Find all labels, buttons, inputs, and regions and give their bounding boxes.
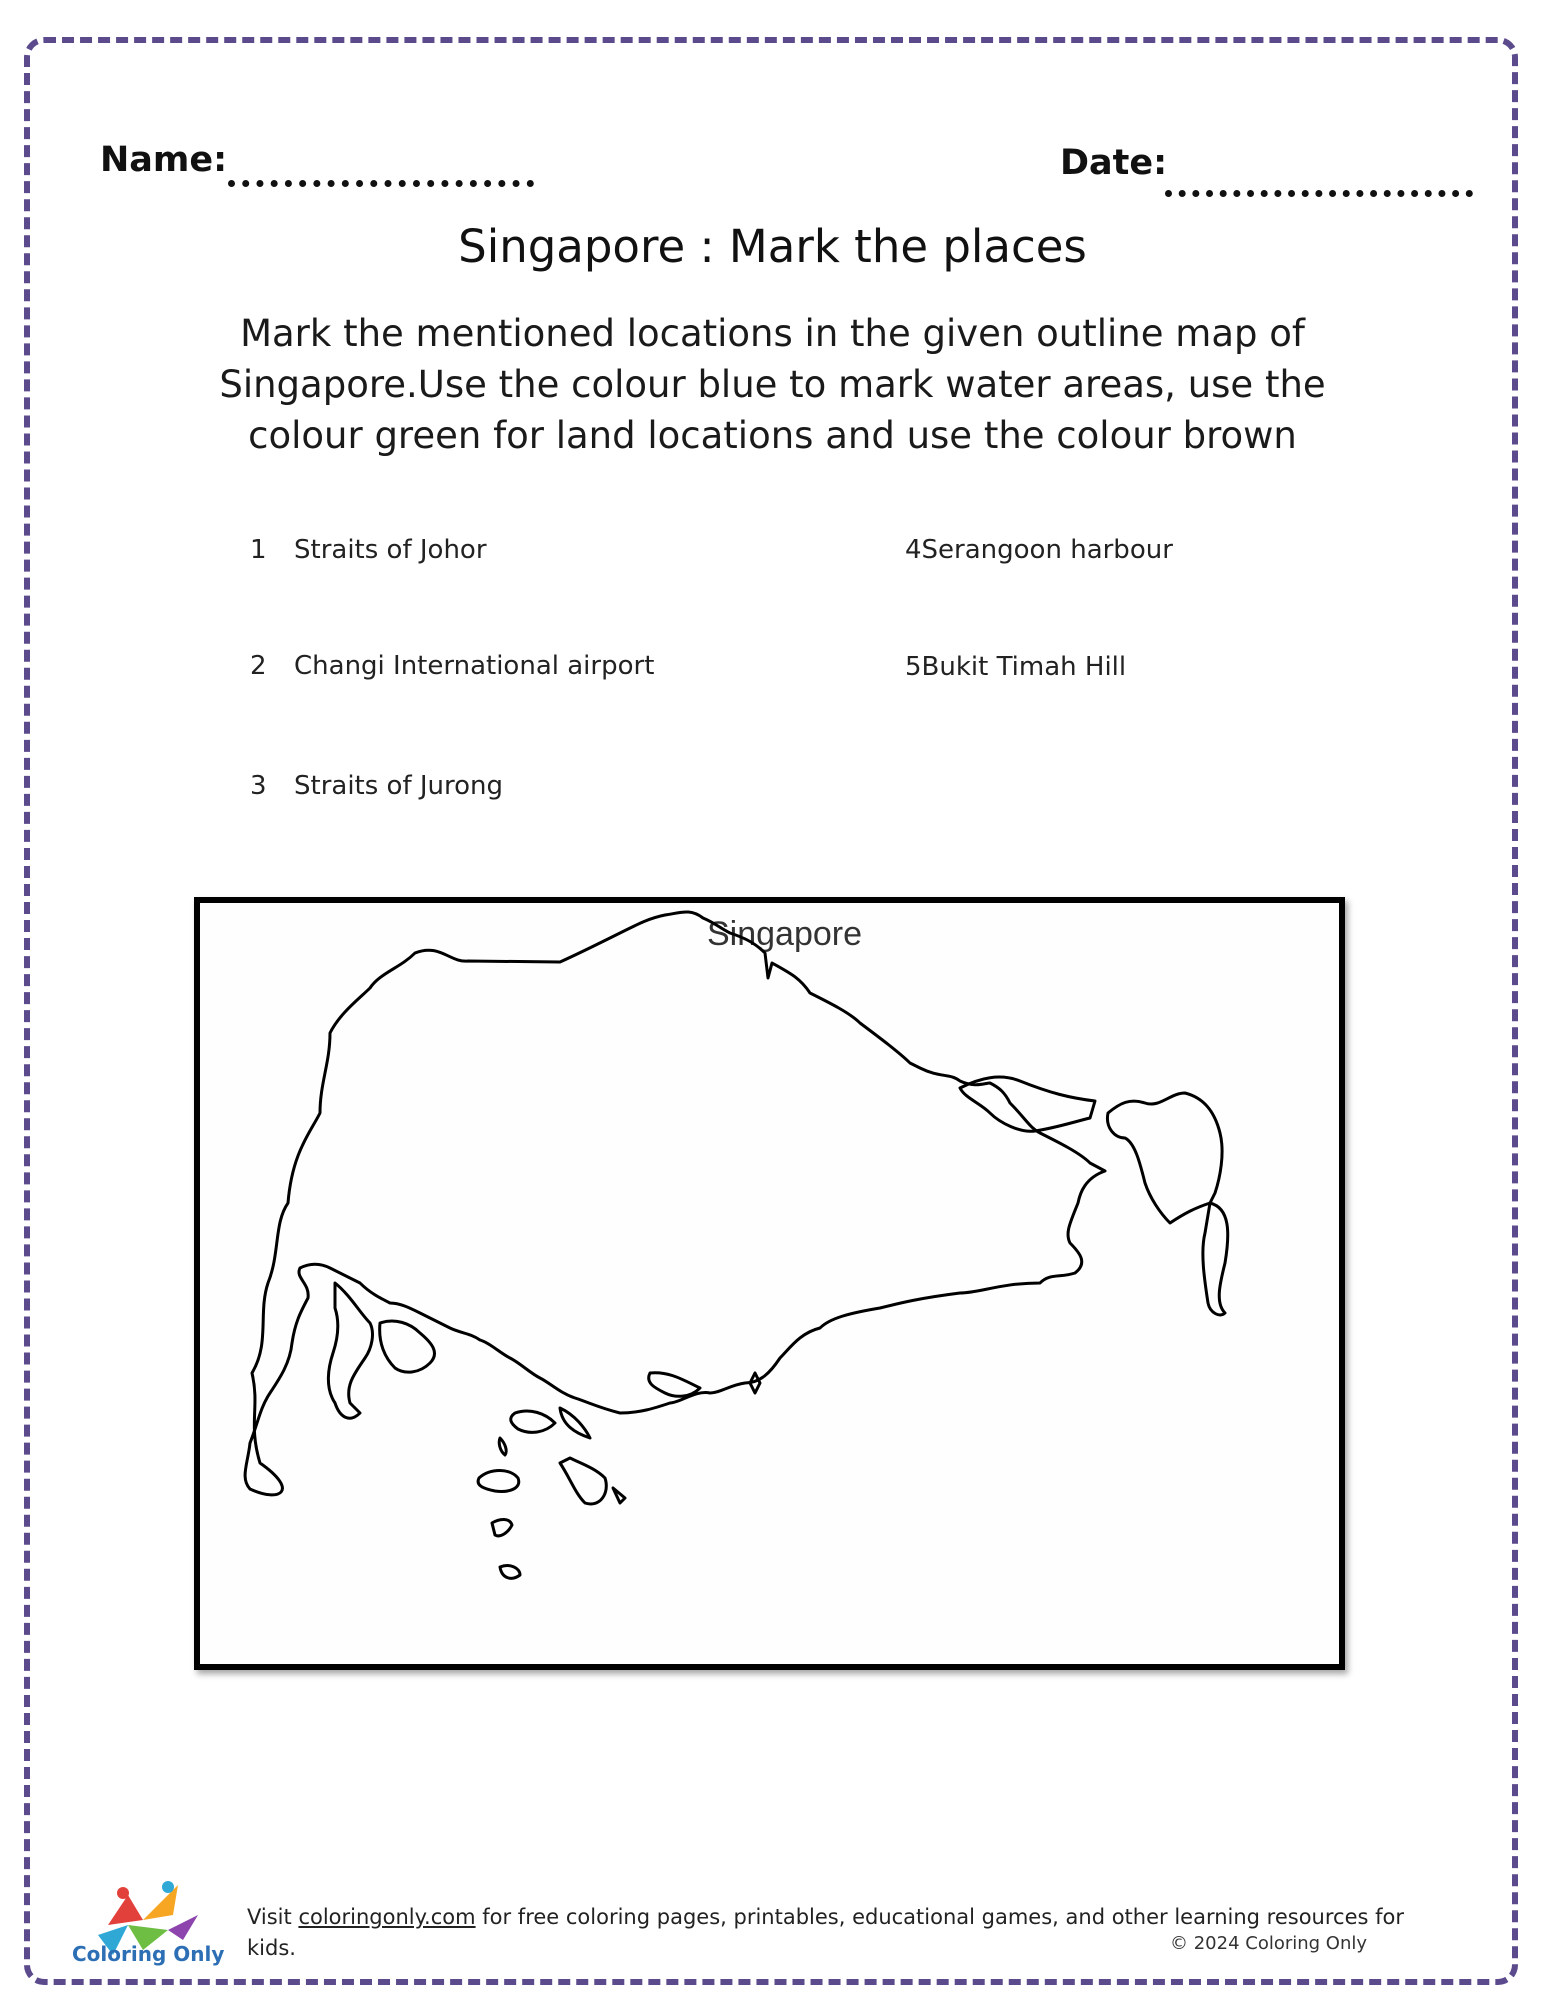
island-south-9 <box>499 1438 506 1455</box>
page-title: Singapore : Mark the places <box>458 220 1087 273</box>
island-south-6 <box>492 1519 512 1535</box>
name-label: Name: <box>100 140 228 180</box>
island-south-8 <box>750 1373 760 1393</box>
map-title: Singapore <box>706 915 862 953</box>
place-number: 4 <box>905 535 922 565</box>
place-number: 3 <box>250 771 267 801</box>
island-south-1 <box>478 1471 519 1492</box>
pulau-tekong <box>1203 1203 1228 1315</box>
copyright-text: © 2024 Coloring Only <box>1170 1933 1368 1954</box>
date-label: Date: <box>1060 143 1168 183</box>
place-item-5 <box>905 652 1126 682</box>
footer-visit-suffix: for free coloring pages, printables, educational games, and other learning resources for kids. <box>247 1905 1404 1960</box>
main-island-outline <box>245 912 1105 1495</box>
singapore-outline-map <box>200 903 1339 1664</box>
place-label: Straits of Jurong <box>294 771 504 801</box>
place-item-1 <box>250 535 487 565</box>
place-item-4 <box>905 535 1173 565</box>
place-label: Bukit Timah Hill <box>921 652 1127 682</box>
island-south-2 <box>511 1411 555 1432</box>
island-south-3 <box>560 1408 590 1438</box>
outline-map <box>194 897 1345 1670</box>
date-field[interactable] <box>1165 190 1473 197</box>
place-label: Changi International airport <box>294 651 655 681</box>
place-item-3 <box>250 771 503 801</box>
place-item-2 <box>250 651 654 681</box>
place-number: 2 <box>250 651 267 681</box>
island-south-4 <box>560 1458 606 1504</box>
island-south-7 <box>500 1566 520 1579</box>
island-south-5 <box>613 1488 625 1503</box>
place-label: Straits of Johor <box>294 535 487 565</box>
name-field[interactable] <box>228 180 534 187</box>
place-number: 5 <box>905 652 922 682</box>
island-west-2 <box>380 1321 435 1372</box>
instructions-text: Mark the mentioned locations in the given outline map of Singapore.Use the colour blue to mark water areas, use the colour green for land locations and use the colour brown <box>219 312 1326 457</box>
pulau-ubin <box>1107 1093 1222 1223</box>
logo-text: Coloring Only <box>72 1942 225 1966</box>
island-west-1 <box>328 1283 372 1418</box>
sentosa <box>649 1373 700 1397</box>
footer-visit-prefix: Visit <box>247 1905 299 1929</box>
place-label: Serangoon harbour <box>921 535 1173 565</box>
place-number: 1 <box>250 535 267 565</box>
coloringonly-link[interactable]: coloringonly.com <box>298 1905 476 1929</box>
